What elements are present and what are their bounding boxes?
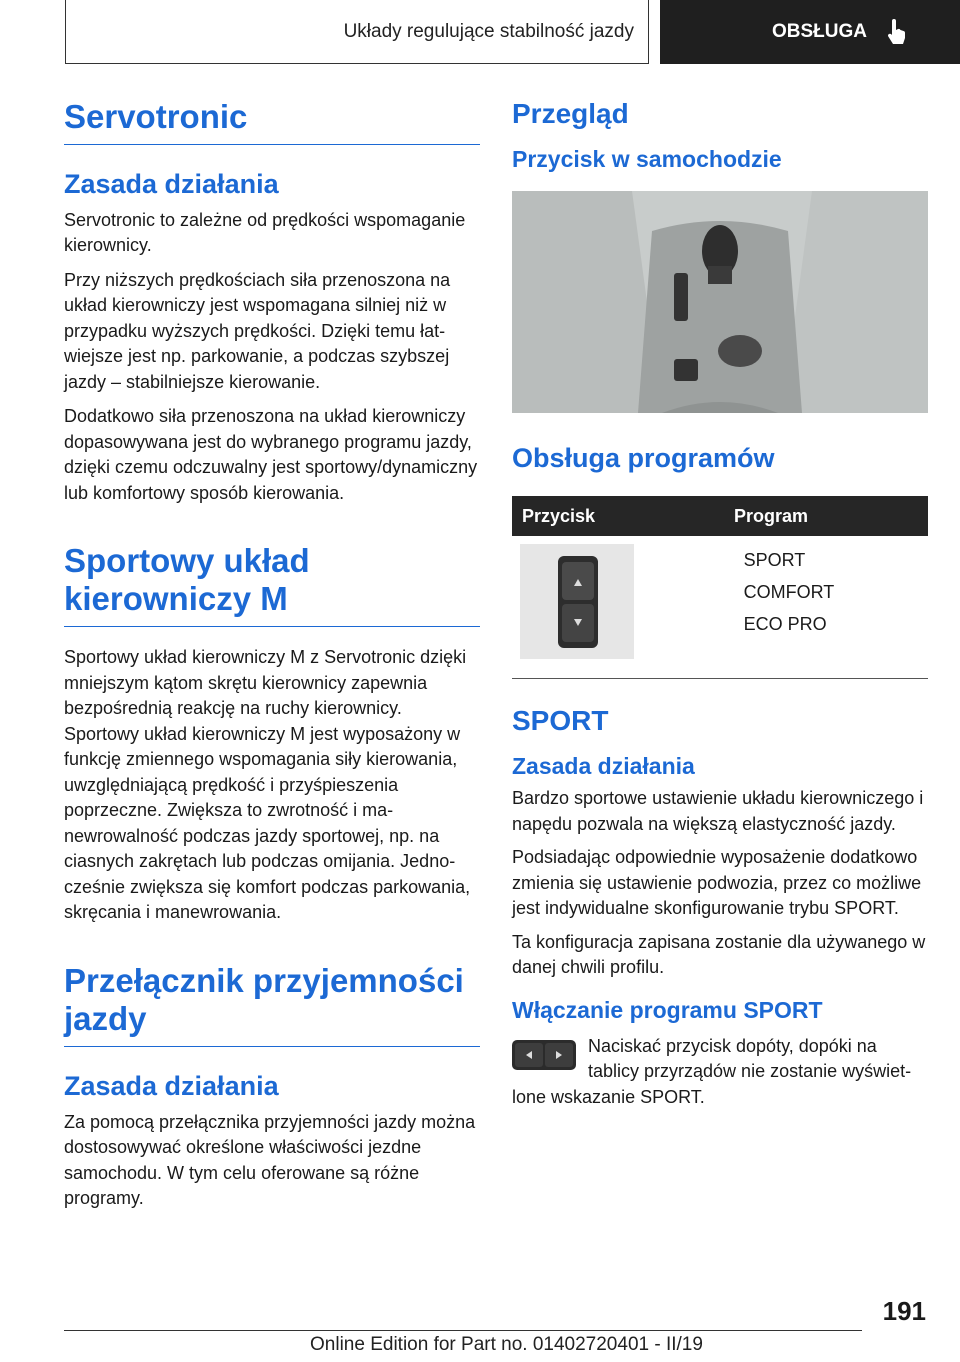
button-in-car-heading: Przycisk w samochodzie [512,146,782,172]
servotronic-paragraph-3: Dodatkowo siła przenoszona na układ kierowniczy dopasowywana jest do wybranego programu jazdy, dzięki czemu odczuwalny jest sportowy/dynamiczny lub komfortowy sposób kierowania. [64,406,478,503]
sport-steering-paragraph: Sportowy układ kierowniczy M z Servotronic dzięki mniejszym kątom skrętu kierownicy zapewnia bezpośrednią reakcję na ruchy kierownicy. Sportowy układ kierowniczy M jest wyposażony w funkcję zmiennego wspomagania siły kierowania, uwzględniającą prędkość i przyśpieszenia poprzeczne. Zwiększa to zwrotność i manewrowalność podczas jazdy sportowej, np. na ciasnych zakrętach lub podczas omijania. Jednocześnie zwiększa się komfort podczas parkowania, skręcania i manewrowania. [64,647,471,923]
mode-switch-image [512,544,744,664]
overview-heading: Przegląd [512,98,629,129]
enable-sport-paragraph: Naciskać przycisk dopóty, dopóki na tablicy przyrządów nie zostanie wyświetlone wskazanie SPORT. [512,1035,912,1107]
hand-pointer-icon [885,19,907,45]
driving-switch-paragraph: Za pomocą przełącznika przyjemności jazdy można dostosowywać określone właściwości jezdne samochodu. W tym celu oferowane są różne programy. [64,1111,476,1209]
sport-button-icon [512,1040,576,1070]
programs-list [744,544,928,664]
program-comfort: COMFORT [743,582,835,602]
sport-heading: SPORT [512,705,609,736]
header-section-title: Układy regulujące stabilność jazdy [343,20,634,42]
sport-paragraph-1: Bardzo sportowe ustawienie układu kierowniczego i napędu pozwala na większą elastyczność jazdy. [512,788,924,834]
programs-table [512,496,928,679]
servotronic-heading: Servotronic [64,98,480,145]
header-chapter-tab[interactable] [660,0,960,64]
programs-heading: Obsługa programów [512,443,775,473]
table-header-program: Program [734,505,809,526]
footer-divider [64,1330,862,1331]
sport-steering-heading: Sportowy układ kierowniczy M [64,542,480,627]
servotronic-subheading: Zasada działania [64,168,279,199]
sport-paragraph-2: Podsiadając odpowiednie wyposażenie dodatkowo zmienia się ustawienie podwozia, przez co możliwe jest indywidualne skonfigurowanie trybu SPORT. [512,847,922,918]
programs-table-header [512,496,928,536]
page-number: 191 [882,1296,926,1326]
program-sport: SPORT [743,550,806,570]
table-row [512,536,928,679]
servotronic-paragraph-1: Servotronic to zależne od prędkości wspomaganie kierownicy. [64,209,466,256]
header-chapter-label: OBSŁUGA [772,21,867,42]
sport-paragraph-3: Ta konfiguracja zapisana zostanie dla używanego w danej chwili profilu. [512,931,926,977]
enable-sport-block [512,1034,928,1111]
table-header-button: Przycisk [522,505,596,526]
driving-switch-subheading: Zasada działania [64,1070,279,1101]
center-console-photo [512,191,928,413]
right-column [512,98,928,1110]
driving-switch-heading: Przełącznik przyjemności jazdy [64,962,480,1047]
servotronic-paragraph-2: Przy niższych prędkościach siła przenoszona na układ kierowniczy jest wspomagana silniej niż w przypadku wyższych prędkości. Dzięki temu łatwiejsze jest np. parkowanie, a podczas szybszej jazdy – stabilniejsze kierowanie. [64,269,451,392]
header-section [65,0,649,64]
footer-edition: Online Edition for Part no. 01402720401 - II/19 [310,1334,703,1355]
left-column [64,98,480,1212]
enable-sport-heading: Włączanie programu SPORT [512,996,823,1023]
program-eco-pro: ECO PRO [743,614,827,634]
sport-subheading: Zasada działania [512,753,695,779]
